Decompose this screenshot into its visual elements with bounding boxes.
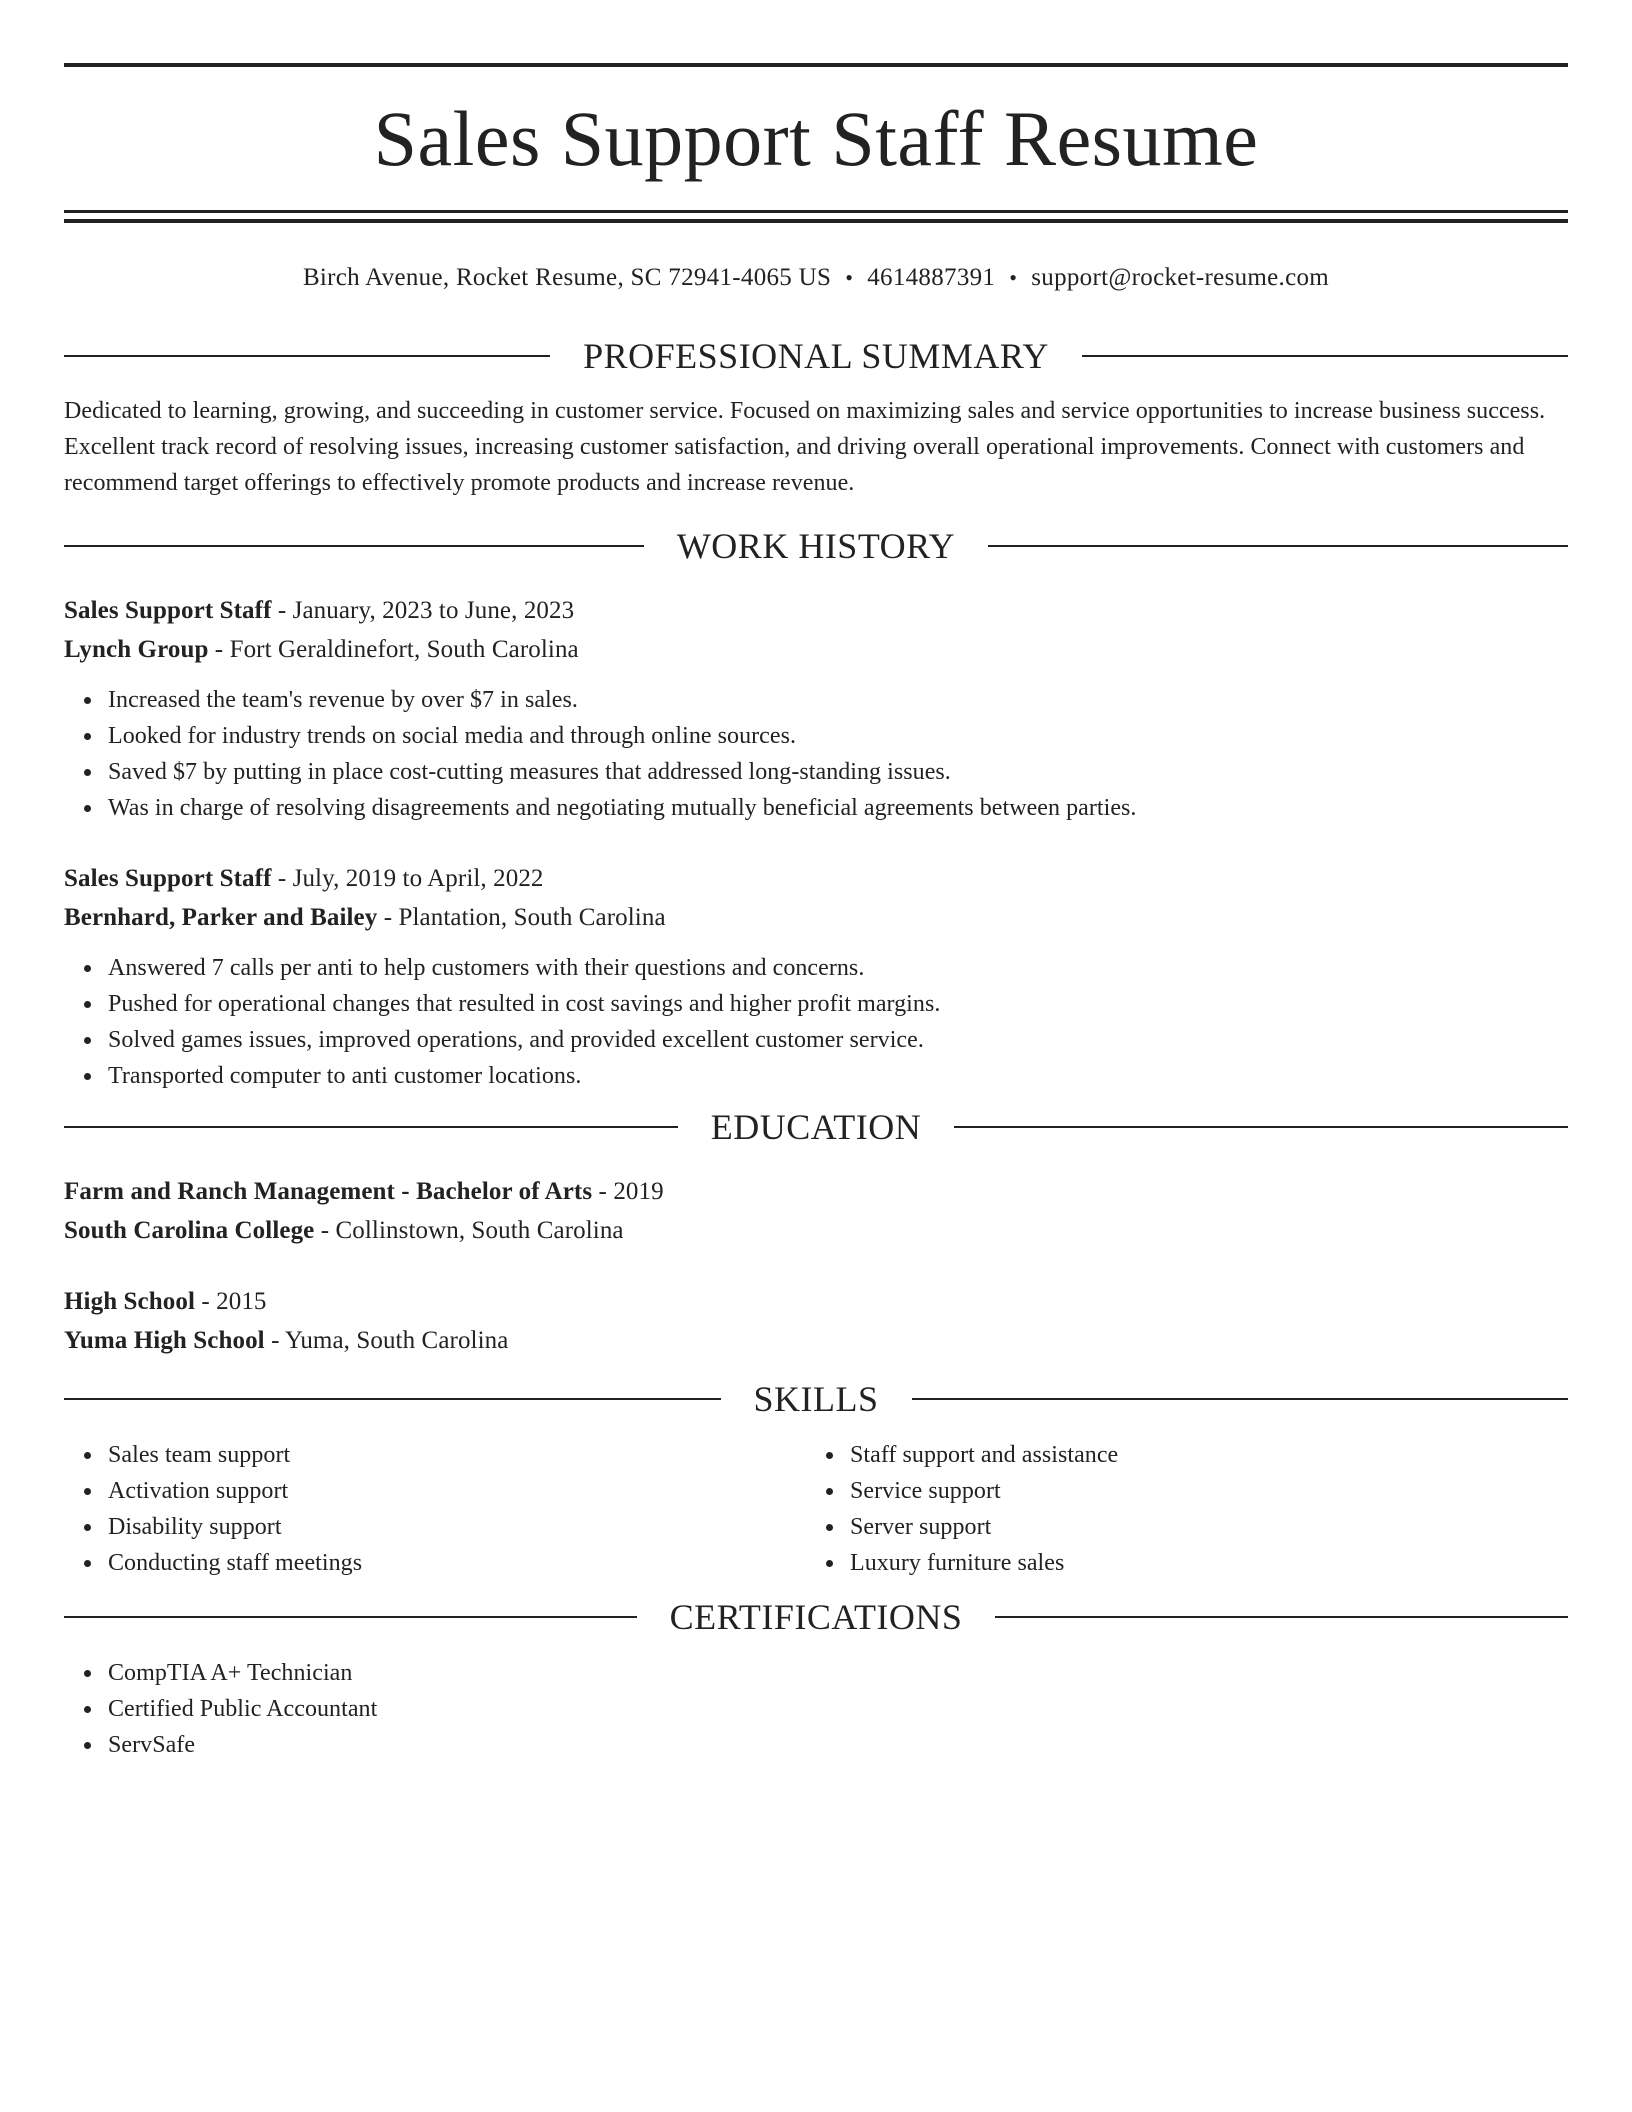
section-rule-right [988,545,1568,547]
job-title: Sales Support Staff [64,865,272,892]
certifications-list [64,1655,1568,1763]
job-dates: - January, 2023 to June, 2023 [271,597,575,624]
section-rule-left [64,1398,721,1400]
resume-title: Sales Support Staff Resume [373,95,1259,182]
education-school: South Carolina College [64,1217,315,1244]
contact-address: Birch Avenue, Rocket Resume, SC 72941-4065 US [302,264,832,291]
job-bullet-list [64,682,1568,826]
section-header-certifications [64,1592,1568,1642]
skill-item: Disability support [108,1509,806,1545]
education-year: - 2015 [195,1288,267,1315]
job-bullet: Answered 7 calls per anti to help customers with their questions and concerns. [108,950,1568,986]
skills-column-right [806,1437,1548,1581]
job-bullet: Looked for industry trends on social media and through online sources. [108,718,1568,754]
summary-text: Dedicated to learning, growing, and succeeding in customer service. Focused on maximizing sales and service opportunities to increase business success. Excellent track record of resolving issues, increasing customer satisfaction, and driving overall operational improvements. Connect with customers and recommend target offerings to effectively promote products and increase revenue. [64,398,1546,496]
skills-column-left [64,1437,806,1581]
section-title-education: EDUCATION [710,1107,922,1147]
contact-separator: • [1009,265,1018,290]
certification-item: Certified Public Accountant [108,1691,1568,1727]
education-degree-line [64,1172,1568,1211]
skill-item: Sales team support [108,1437,806,1473]
section-rule-right [954,1126,1568,1128]
education-school: Yuma High School [64,1327,265,1354]
section-title-work-history: WORK HISTORY [676,526,956,566]
education-year: - 2019 [592,1178,664,1205]
job-bullet: Saved $7 by putting in place cost-cutting measures that addressed long-standing issues. [108,754,1568,790]
skills-list [806,1437,1548,1581]
job-company-line [64,630,1568,669]
education-entry [64,1282,1568,1360]
job-location: - Plantation, South Carolina [377,904,666,931]
job-title-line [64,591,1568,630]
job-bullet: Transported computer to anti customer locations. [108,1058,1568,1094]
job-entry [64,591,1568,826]
section-header-education [64,1102,1568,1152]
section-header-skills [64,1374,1568,1424]
skill-item: Service support [850,1473,1548,1509]
education-degree: High School [64,1288,195,1315]
education-location: - Yuma, South Carolina [264,1327,509,1354]
job-title: Sales Support Staff [64,597,272,624]
skill-item: Server support [850,1509,1548,1545]
section-rule-left [64,1616,637,1618]
certification-item: CompTIA A+ Technician [108,1655,1568,1691]
resume-page [64,0,1568,1763]
job-bullet-list [64,950,1568,1094]
skill-item: Luxury furniture sales [850,1545,1548,1581]
education-degree-line [64,1282,1568,1321]
education-entry [64,1172,1568,1250]
section-title-skills: SKILLS [753,1379,879,1419]
education-degree: Farm and Ranch Management - Bachelor of Arts [64,1178,593,1205]
contact-separator: • [845,265,854,290]
section-rule-right [995,1616,1568,1618]
certification-item: ServSafe [108,1727,1568,1763]
section-title-certifications: CERTIFICATIONS [669,1597,963,1637]
job-entry [64,859,1568,1094]
education-location: - Collinstown, South Carolina [314,1217,624,1244]
skill-item: Activation support [108,1473,806,1509]
skills-list [64,1437,806,1581]
section-rule-left [64,1126,678,1128]
section-title-summary: PROFESSIONAL SUMMARY [583,336,1049,376]
job-bullet: Pushed for operational changes that resulted in cost savings and higher profit margins. [108,986,1568,1022]
section-header-summary [64,331,1568,381]
section-rule-right [912,1398,1569,1400]
job-company-line [64,898,1568,937]
job-title-line [64,859,1568,898]
education-school-line [64,1211,1568,1250]
job-bullet: Increased the team's revenue by over $7 in sales. [108,682,1568,718]
job-company: Bernhard, Parker and Bailey [64,904,378,931]
contact-email: support@rocket-resume.com [1031,264,1330,291]
contact-phone: 4614887391 [867,264,996,291]
contact-line [64,259,1568,297]
section-rule-right [1082,355,1568,357]
job-bullet: Solved games issues, improved operations, and provided excellent customer service. [108,1022,1568,1058]
job-company: Lynch Group [64,636,209,663]
section-rule-left [64,545,644,547]
job-dates: - July, 2019 to April, 2022 [271,865,544,892]
education-school-line [64,1321,1568,1360]
title-bottom-double-rule [64,210,1568,223]
skills-grid [64,1437,1568,1581]
job-location: - Fort Geraldinefort, South Carolina [208,636,579,663]
job-bullet: Was in charge of resolving disagreements and negotiating mutually beneficial agreements between parties. [108,790,1568,826]
section-rule-left [64,355,550,357]
section-header-work-history [64,521,1568,571]
skill-item: Staff support and assistance [850,1437,1548,1473]
skill-item: Conducting staff meetings [108,1545,806,1581]
